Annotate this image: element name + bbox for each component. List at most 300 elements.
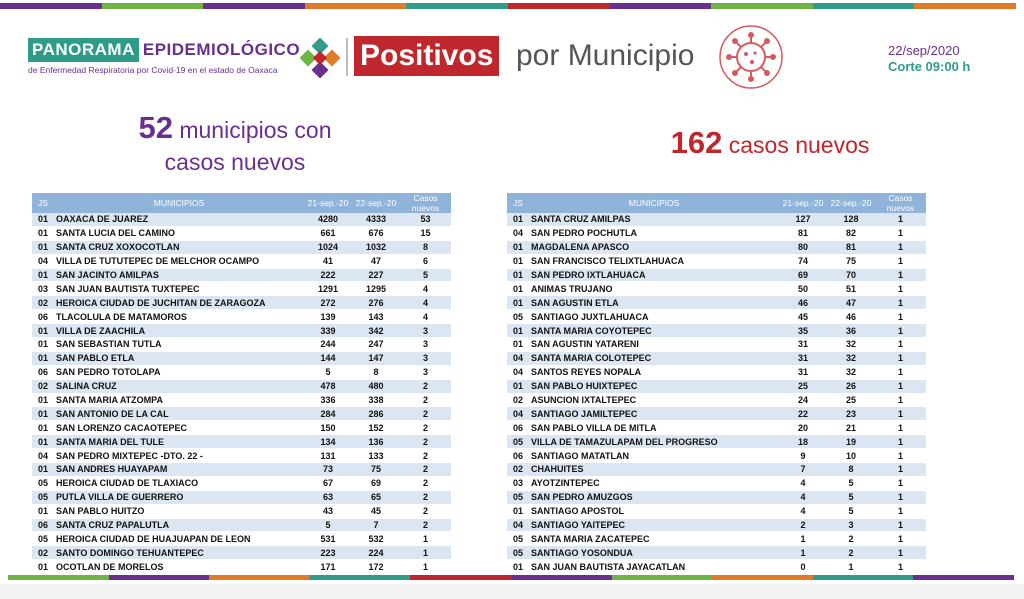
cell-js: 04 (507, 351, 529, 365)
cell-municipio: VILLA DE TAMAZULAPAM DEL PROGRESO (529, 435, 779, 449)
cell-date-1: 1 (779, 532, 827, 546)
table-row (32, 393, 451, 407)
cell-municipio: SAN JUAN BAUTISTA TUXTEPEC (54, 282, 304, 296)
bottom-strip (0, 584, 1024, 599)
cell-js: 02 (507, 393, 529, 407)
cell-municipio: SANTIAGO MATATLAN (529, 449, 779, 463)
cell-date-2: 5 (827, 476, 875, 490)
cell-casos-nuevos: 2 (400, 407, 451, 421)
cell-js: 01 (507, 379, 529, 393)
cell-casos-nuevos: 2 (400, 393, 451, 407)
cell-date-2: 51 (827, 282, 875, 296)
table-row (32, 435, 451, 449)
cell-js: 01 (32, 240, 54, 254)
cell-municipio: SANTIAGO YOSONDUA (529, 546, 779, 560)
table-row (32, 365, 451, 379)
cell-js: 01 (32, 435, 54, 449)
cell-municipio: VILLA DE ZAACHILA (54, 324, 304, 338)
cell-casos-nuevos: 1 (875, 338, 926, 352)
header-municipio: MUNICIPIOS (529, 193, 779, 213)
cell-date-2: 5 (827, 504, 875, 518)
cell-date-2: 224 (352, 546, 400, 560)
cell-js: 06 (507, 449, 529, 463)
cell-date-2: 32 (827, 351, 875, 365)
cell-js: 01 (32, 338, 54, 352)
por-municipio-label: por Municipio (516, 39, 695, 72)
cell-casos-nuevos: 6 (400, 254, 451, 268)
cell-casos-nuevos: 1 (875, 310, 926, 324)
cell-casos-nuevos: 1 (875, 504, 926, 518)
table-row (507, 226, 926, 240)
cell-js: 05 (507, 435, 529, 449)
table-row (507, 338, 926, 352)
table-row (32, 490, 451, 504)
municipios-text-2: casos nuevos (164, 149, 306, 175)
cell-date-1: 69 (779, 268, 827, 282)
cell-date-1: 134 (304, 435, 352, 449)
table-header-row (507, 193, 926, 213)
cell-casos-nuevos: 1 (875, 449, 926, 463)
cell-date-2: 143 (352, 310, 400, 324)
cell-date-2: 5 (827, 490, 875, 504)
cell-date-1: 661 (304, 226, 352, 240)
cell-date-2: 82 (827, 226, 875, 240)
cell-date-1: 63 (304, 490, 352, 504)
cell-date-1: 4280 (304, 213, 352, 226)
report-date: 22/sep/2020 (888, 43, 960, 58)
cell-js: 02 (32, 546, 54, 560)
cell-date-1: 223 (304, 546, 352, 560)
cell-casos-nuevos: 1 (875, 296, 926, 310)
cell-municipio: SANTOS REYES NOPALA (529, 365, 779, 379)
cell-date-1: 127 (779, 213, 827, 226)
cell-casos-nuevos: 3 (400, 338, 451, 352)
cell-js: 02 (32, 379, 54, 393)
cell-municipio: SAN FRANCISCO TELIXTLAHUACA (529, 254, 779, 268)
positivos-label: Positivos (354, 36, 499, 76)
cell-municipio: MAGDALENA APASCO (529, 240, 779, 254)
cell-date-1: 222 (304, 268, 352, 282)
cell-date-2: 172 (352, 560, 400, 574)
table-header-row (32, 193, 451, 213)
cell-casos-nuevos: 2 (400, 518, 451, 532)
table-row (507, 435, 926, 449)
cell-municipio: VILLA DE TUTUTEPEC DE MELCHOR OCAMPO (54, 254, 304, 268)
table-row (507, 546, 926, 560)
cell-date-1: 45 (779, 310, 827, 324)
cell-date-2: 21 (827, 421, 875, 435)
cell-casos-nuevos: 53 (400, 213, 451, 226)
header-casos-nuevos: Casos nuevos (400, 193, 451, 213)
table-row (32, 226, 451, 240)
cell-date-1: 1 (779, 546, 827, 560)
cell-js: 04 (507, 226, 529, 240)
header-date-2: 22-sep.-20 (827, 193, 875, 213)
cell-date-1: 4 (779, 490, 827, 504)
table-row (32, 449, 451, 463)
cell-js: 03 (32, 282, 54, 296)
cell-municipio: HEROICA CIUDAD DE JUCHITAN DE ZARAGOZA (54, 296, 304, 310)
cell-casos-nuevos: 8 (400, 240, 451, 254)
cell-municipio: SAN PABLO VILLA DE MITLA (529, 421, 779, 435)
table-row (507, 532, 926, 546)
table-row (32, 532, 451, 546)
cell-municipio: HEROICA CIUDAD DE HUAJUAPAN DE LEON (54, 532, 304, 546)
table-row (32, 254, 451, 268)
cell-date-2: 152 (352, 421, 400, 435)
cell-date-1: 35 (779, 324, 827, 338)
municipios-count: 52 (138, 110, 173, 145)
table-row (32, 421, 451, 435)
table-row (32, 338, 451, 352)
table-row (32, 310, 451, 324)
cell-date-2: 480 (352, 379, 400, 393)
cell-js: 01 (507, 338, 529, 352)
cell-municipio: SANTA MARIA COLOTEPEC (529, 351, 779, 365)
cell-municipio: SANTA MARIA ATZOMPA (54, 393, 304, 407)
cell-js: 05 (507, 532, 529, 546)
cell-date-1: 74 (779, 254, 827, 268)
cutoff-time: Corte 09:00 h (888, 59, 971, 74)
cell-municipio: OCOTLAN DE MORELOS (54, 560, 304, 574)
cell-js: 04 (32, 449, 54, 463)
cell-municipio: SANTA CRUZ AMILPAS (529, 213, 779, 226)
left-municipios-table (32, 193, 451, 574)
cell-date-2: 26 (827, 379, 875, 393)
cell-municipio: SAN AGUSTIN ETLA (529, 296, 779, 310)
table-row (32, 463, 451, 477)
cell-casos-nuevos: 3 (400, 365, 451, 379)
cell-municipio: SANTA MARIA DEL TULE (54, 435, 304, 449)
cell-js: 02 (507, 463, 529, 477)
cell-js: 05 (32, 532, 54, 546)
cell-casos-nuevos: 1 (875, 324, 926, 338)
cell-casos-nuevos: 1 (875, 435, 926, 449)
cell-municipio: SAN PEDRO IXTLAHUACA (529, 268, 779, 282)
cell-js: 01 (32, 268, 54, 282)
cell-js: 01 (32, 324, 54, 338)
cell-date-1: 1024 (304, 240, 352, 254)
cell-date-2: 342 (352, 324, 400, 338)
cell-date-2: 8 (352, 365, 400, 379)
logo-epidemiologico: EPIDEMIOLÓGICO (142, 40, 301, 59)
header-date-1: 21-sep.-20 (779, 193, 827, 213)
cell-js: 01 (507, 254, 529, 268)
cell-date-2: 1032 (352, 240, 400, 254)
cell-municipio: AYOTZINTEPEC (529, 476, 779, 490)
cell-casos-nuevos: 2 (400, 476, 451, 490)
cell-date-1: 5 (304, 365, 352, 379)
cell-casos-nuevos: 1 (875, 560, 926, 574)
cell-casos-nuevos: 1 (875, 518, 926, 532)
cell-casos-nuevos: 1 (875, 490, 926, 504)
cell-date-1: 2 (779, 518, 827, 532)
cell-date-1: 80 (779, 240, 827, 254)
cell-date-2: 47 (827, 296, 875, 310)
table-row (507, 504, 926, 518)
cell-casos-nuevos: 1 (400, 532, 451, 546)
cell-date-2: 128 (827, 213, 875, 226)
cell-date-2: 69 (352, 476, 400, 490)
cell-js: 04 (507, 365, 529, 379)
cell-casos-nuevos: 3 (400, 351, 451, 365)
logo-subtitle: de Enfermedad Respiratoria por Covid-19 en el estado de Oaxaca (28, 65, 278, 75)
cell-municipio: SAN PABLO ETLA (54, 351, 304, 365)
cell-js: 06 (507, 421, 529, 435)
cell-municipio: SANTA CRUZ PAPALUTLA (54, 518, 304, 532)
cell-date-2: 46 (827, 310, 875, 324)
cell-date-2: 147 (352, 351, 400, 365)
cell-casos-nuevos: 2 (400, 490, 451, 504)
cell-js: 05 (507, 310, 529, 324)
cell-date-1: 25 (779, 379, 827, 393)
table-row (32, 518, 451, 532)
cell-date-1: 31 (779, 365, 827, 379)
cell-date-1: 478 (304, 379, 352, 393)
cell-date-1: 41 (304, 254, 352, 268)
table-row (507, 476, 926, 490)
cell-date-1: 1291 (304, 282, 352, 296)
cell-municipio: SAN SEBASTIAN TUTLA (54, 338, 304, 352)
cell-date-2: 136 (352, 435, 400, 449)
cell-casos-nuevos: 2 (400, 504, 451, 518)
cell-casos-nuevos: 2 (400, 421, 451, 435)
table-row (507, 213, 926, 226)
cell-date-1: 272 (304, 296, 352, 310)
cell-municipio: SANTA MARIA ZACATEPEC (529, 532, 779, 546)
cell-municipio: HEROICA CIUDAD DE TLAXIACO (54, 476, 304, 490)
header-casos-nuevos: Casos nuevos (875, 193, 926, 213)
cell-casos-nuevos: 2 (400, 449, 451, 463)
cell-municipio: SALINA CRUZ (54, 379, 304, 393)
cell-date-1: 4 (779, 476, 827, 490)
cell-casos-nuevos: 1 (875, 351, 926, 365)
table-row (507, 463, 926, 477)
cell-js: 05 (507, 490, 529, 504)
cell-casos-nuevos: 4 (400, 296, 451, 310)
panorama-logo (28, 38, 300, 75)
cell-js: 01 (507, 268, 529, 282)
cell-date-1: 67 (304, 476, 352, 490)
cell-date-1: 24 (779, 393, 827, 407)
cell-date-1: 171 (304, 560, 352, 574)
cell-js: 01 (507, 296, 529, 310)
table-row (32, 282, 451, 296)
table-row (32, 296, 451, 310)
cell-date-2: 2 (827, 546, 875, 560)
table-row (507, 421, 926, 435)
cell-js: 05 (32, 490, 54, 504)
cell-casos-nuevos: 2 (400, 379, 451, 393)
cell-casos-nuevos: 15 (400, 226, 451, 240)
cell-casos-nuevos: 1 (875, 407, 926, 421)
cell-municipio: SANTIAGO JUXTLAHUACA (529, 310, 779, 324)
cell-js: 01 (32, 226, 54, 240)
table-row (507, 351, 926, 365)
cell-municipio: SAN PEDRO POCHUTLA (529, 226, 779, 240)
cell-date-2: 65 (352, 490, 400, 504)
cell-js: 06 (32, 365, 54, 379)
cell-date-2: 2 (827, 532, 875, 546)
cell-date-2: 286 (352, 407, 400, 421)
cases-text: casos nuevos (728, 132, 870, 158)
cell-casos-nuevos: 4 (400, 282, 451, 296)
cell-js: 01 (32, 560, 54, 574)
cell-date-2: 338 (352, 393, 400, 407)
cell-municipio: SAN PABLO HUITZO (54, 504, 304, 518)
cell-js: 04 (507, 407, 529, 421)
cell-date-2: 3 (827, 518, 875, 532)
cell-js: 01 (507, 213, 529, 226)
cell-js: 01 (507, 324, 529, 338)
cell-js: 04 (507, 518, 529, 532)
cell-date-2: 276 (352, 296, 400, 310)
cell-municipio: SANTIAGO APOSTOL (529, 504, 779, 518)
cell-date-1: 81 (779, 226, 827, 240)
cell-casos-nuevos: 4 (400, 310, 451, 324)
cell-municipio: SAN ANTONIO DE LA CAL (54, 407, 304, 421)
cell-js: 01 (507, 240, 529, 254)
cell-date-1: 46 (779, 296, 827, 310)
cell-date-2: 227 (352, 268, 400, 282)
cell-municipio: ASUNCION IXTALTEPEC (529, 393, 779, 407)
cell-js: 01 (507, 504, 529, 518)
cell-js: 06 (32, 518, 54, 532)
table-row (507, 310, 926, 324)
cell-js: 02 (32, 296, 54, 310)
cell-casos-nuevos: 1 (400, 560, 451, 574)
cell-date-1: 9 (779, 449, 827, 463)
table-row (507, 240, 926, 254)
cell-js: 01 (32, 393, 54, 407)
cell-municipio: SAN PABLO HUIXTEPEC (529, 379, 779, 393)
header-date-1: 21-sep.-20 (304, 193, 352, 213)
cell-date-1: 73 (304, 463, 352, 477)
cell-date-2: 10 (827, 449, 875, 463)
cell-date-1: 22 (779, 407, 827, 421)
header-js: JS (507, 193, 529, 213)
table-row (32, 268, 451, 282)
cell-municipio: SAN PEDRO TOTOLAPA (54, 365, 304, 379)
header-date-2: 22-sep.-20 (352, 193, 400, 213)
cell-date-1: 31 (779, 338, 827, 352)
municipios-text-1: municipios con (179, 117, 332, 143)
table-row (507, 407, 926, 421)
cell-date-2: 1 (827, 560, 875, 574)
cell-js: 01 (32, 504, 54, 518)
cell-casos-nuevos: 1 (875, 268, 926, 282)
cell-date-2: 32 (827, 338, 875, 352)
table-row (507, 282, 926, 296)
cell-date-2: 36 (827, 324, 875, 338)
table-row (32, 379, 451, 393)
cell-municipio: SANTA CRUZ XOXOCOTLAN (54, 240, 304, 254)
cell-municipio: SANTA MARIA COYOTEPEC (529, 324, 779, 338)
cell-js: 03 (507, 476, 529, 490)
cell-municipio: SAN JACINTO AMILPAS (54, 268, 304, 282)
cell-municipio: PUTLA VILLA DE GUERRERO (54, 490, 304, 504)
table-row (32, 351, 451, 365)
cell-casos-nuevos: 1 (875, 476, 926, 490)
cell-date-1: 50 (779, 282, 827, 296)
cell-casos-nuevos: 5 (400, 268, 451, 282)
cell-date-2: 47 (352, 254, 400, 268)
cell-casos-nuevos: 1 (875, 282, 926, 296)
right-municipios-table (507, 193, 926, 574)
table-row (507, 560, 926, 574)
oaxaca-mosaic-icon (300, 38, 340, 78)
table-row (507, 268, 926, 282)
table-row (507, 449, 926, 463)
virus-icon (718, 24, 784, 90)
cell-municipio: SANTIAGO YAITEPEC (529, 518, 779, 532)
cell-date-2: 75 (827, 254, 875, 268)
cell-municipio: SAN PEDRO MIXTEPEC -DTO. 22 - (54, 449, 304, 463)
municipios-summary (110, 112, 360, 178)
cell-date-2: 8 (827, 463, 875, 477)
table-row (32, 476, 451, 490)
cell-date-1: 139 (304, 310, 352, 324)
cell-js: 01 (32, 351, 54, 365)
cell-js: 06 (32, 310, 54, 324)
cell-casos-nuevos: 1 (875, 421, 926, 435)
cell-municipio: SANTIAGO JAMILTEPEC (529, 407, 779, 421)
cell-date-2: 81 (827, 240, 875, 254)
cell-casos-nuevos: 2 (400, 463, 451, 477)
cell-municipio: SANTO DOMINGO TEHUANTEPEC (54, 546, 304, 560)
top-color-bar (0, 3, 1016, 9)
cases-count: 162 (670, 125, 723, 160)
cell-date-1: 18 (779, 435, 827, 449)
cell-municipio: SAN LORENZO CACAOTEPEC (54, 421, 304, 435)
cell-date-2: 247 (352, 338, 400, 352)
cell-date-1: 43 (304, 504, 352, 518)
table-row (32, 324, 451, 338)
cell-date-1: 20 (779, 421, 827, 435)
table-row (507, 324, 926, 338)
cell-municipio: CHAHUITES (529, 463, 779, 477)
cell-date-1: 244 (304, 338, 352, 352)
cell-casos-nuevos: 1 (875, 463, 926, 477)
cell-casos-nuevos: 1 (875, 254, 926, 268)
cell-date-1: 531 (304, 532, 352, 546)
cell-date-1: 339 (304, 324, 352, 338)
cell-date-1: 150 (304, 421, 352, 435)
cell-js: 05 (507, 546, 529, 560)
cell-date-1: 284 (304, 407, 352, 421)
table-row (507, 518, 926, 532)
cell-js: 04 (32, 254, 54, 268)
cell-casos-nuevos: 1 (875, 240, 926, 254)
cell-casos-nuevos: 3 (400, 324, 451, 338)
cell-date-2: 25 (827, 393, 875, 407)
cell-municipio: SANTA LUCIA DEL CAMINO (54, 226, 304, 240)
cell-date-1: 31 (779, 351, 827, 365)
cell-date-2: 4333 (352, 213, 400, 226)
table-row (32, 560, 451, 574)
table-row (507, 254, 926, 268)
cell-date-1: 336 (304, 393, 352, 407)
header-js: JS (32, 193, 54, 213)
cell-casos-nuevos: 1 (875, 532, 926, 546)
table-row (507, 379, 926, 393)
cell-date-2: 23 (827, 407, 875, 421)
cell-casos-nuevos: 1 (875, 213, 926, 226)
cell-js: 01 (32, 213, 54, 226)
cell-casos-nuevos: 1 (875, 379, 926, 393)
cell-casos-nuevos: 1 (400, 546, 451, 560)
cases-summary (640, 126, 900, 162)
